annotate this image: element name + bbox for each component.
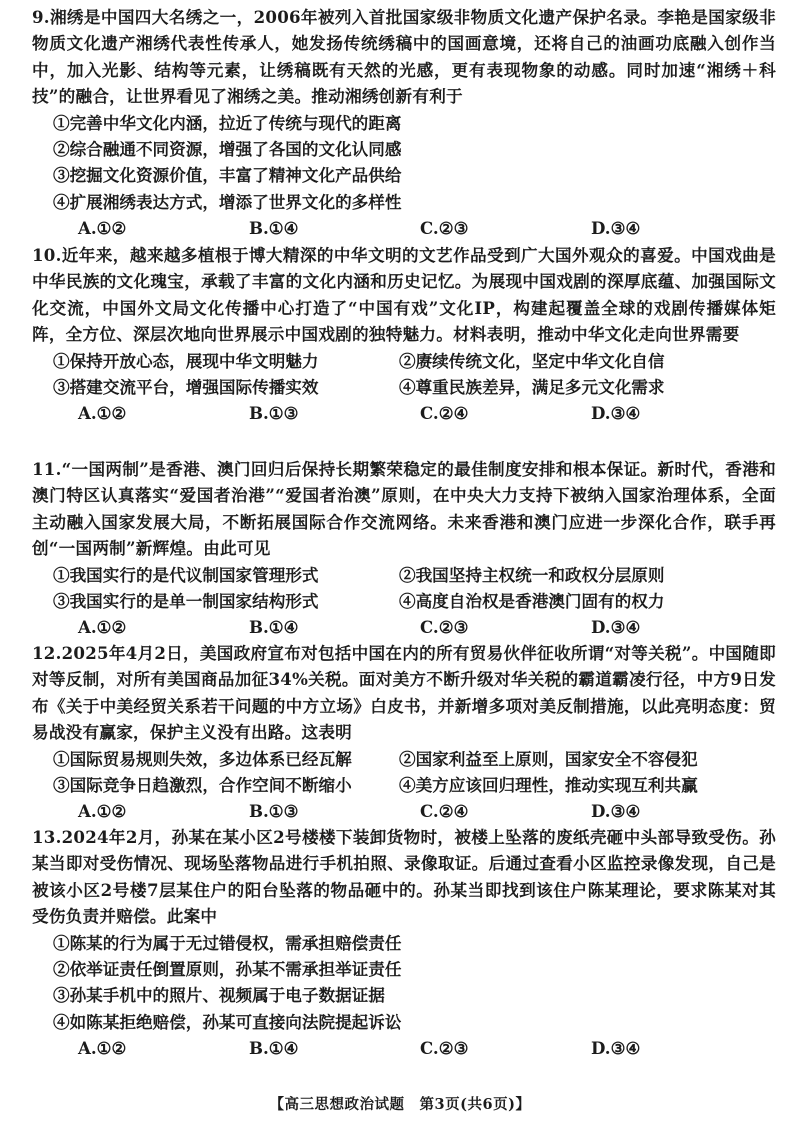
option-1: ①我国实行的是代议制国家管理形式	[53, 564, 319, 585]
answer-choices	[32, 215, 776, 241]
choice-a: A.①②	[78, 403, 127, 424]
options-grid	[32, 746, 776, 799]
question-stem: 10.近年来，越来越多植根于博大精深的中华文明的文艺作品受到广大国外观众的喜爱。中国戏曲是中华民族的文化瑰宝，承载了丰富的文化内涵和历史记忆。为展现中国戏剧的深厚底蕴、加强国际文化交流，中国外文局文化传播中心打造了“中国有戏”文化IP，构建起覆盖全球的戏剧传播媒体矩阵，全方位、深层次地向世界展示中国戏剧的独特魅力。材料表明，推动中华文化走向世界需要	[32, 245, 776, 345]
answer-choices	[32, 614, 776, 640]
choice-a: A.①②	[78, 1038, 127, 1059]
option-1: ①国际贸易规则失效，多边体系已经瓦解	[53, 748, 352, 769]
option-2: ②我国坚持主权统一和政权分层原则	[399, 564, 665, 585]
answer-choices	[32, 1035, 776, 1061]
question-stem: 9.湘绣是中国四大名绣之一，2006年被列入首批国家级非物质文化遗产保护名录。李艳是国家级非物质文化遗产湘绣代表性传承人，她发扬传统绣稿中的国画意境，还将自己的油画功底融入创作当中，加入光影、结构等元素，让绣稿既有天然的光感，更有表现物象的动感。同时加速“湘绣＋科技”的融合，让世界看见了湘绣之美。推动湘绣创新有利于	[32, 7, 776, 107]
option-4: ④如陈某拒绝赔偿，孙某可直接向法院提起诉讼	[53, 1011, 402, 1032]
option-3: ③孙某手机中的照片、视频属于电子数据证据	[53, 985, 385, 1006]
choice-a: A.①②	[78, 218, 127, 239]
question-10	[32, 242, 776, 427]
choice-a: A.①②	[78, 801, 127, 822]
question-12	[32, 640, 776, 825]
choice-d: D.③④	[591, 218, 641, 239]
option-2: ②综合融通不同资源，增强了各国的文化认同感	[53, 139, 402, 160]
choice-c: C.②③	[420, 218, 469, 239]
page-footer: 【高三思想政治试题 第3页(共6页)】	[269, 1096, 531, 1113]
choice-d: D.③④	[591, 617, 641, 638]
choice-d: D.③④	[591, 801, 641, 822]
choice-d: D.③④	[591, 403, 641, 424]
choice-c: C.②③	[420, 617, 469, 638]
options-grid	[32, 562, 776, 615]
option-1: ①完善中华文化内涵，拉近了传统与现代的距离	[53, 112, 402, 133]
choice-d: D.③④	[591, 1038, 641, 1059]
option-2: ②依举证责任倒置原则，孙某不需承担举证责任	[53, 959, 402, 980]
question-stem: 13.2024年2月，孙某在某小区2号楼楼下装卸货物时，被楼上坠落的废纸壳砸中头部导致受伤。孙某当即对受伤情况、现场坠落物品进行手机拍照、录像取证。后通过查看小区监控录像发现，自己是被该小区2号楼7层某住户的阳台坠落的物品砸中的。孙某当即找到该住户陈某理论，要求陈某对其受伤负责并赔偿。此案中	[32, 827, 776, 927]
choice-b: B.①④	[249, 617, 299, 638]
option-1: ①保持开放心态，展现中华文明魅力	[53, 350, 319, 371]
question-stem: 12.2025年4月2日，美国政府宣布对包括中国在内的所有贸易伙伴征收所谓“对等关税”。中国随即对等反制，对所有美国商品加征34%关税。面对美方不断升级对华关税的霸道霸凌行径，中方9日发布《关于中美经贸关系若干问题的中方立场》白皮书，并新增多项对美反制措施，以此亮明态度：贸易战没有赢家，保护主义没有出路。这表明	[32, 643, 776, 743]
choice-c: C.②④	[420, 801, 469, 822]
choice-b: B.①③	[249, 801, 299, 822]
option-4: ④扩展湘绣表达方式，增添了世界文化的多样性	[53, 191, 402, 212]
options-grid	[32, 348, 776, 401]
choice-b: B.①③	[249, 403, 299, 424]
option-4: ④尊重民族差异，满足多元文化需求	[399, 377, 665, 398]
option-4: ④高度自治权是香港澳门固有的权力	[399, 591, 665, 612]
option-3: ③国际竞争日趋激烈，合作空间不断缩小	[53, 775, 352, 796]
question-stem: 11.“一国两制”是香港、澳门回归后保持长期繁荣稳定的最佳制度安排和根本保证。新时代，香港和澳门特区认真落实“爱国者治港”“爱国者治澳”原则，在中央大力支持下被纳入国家治理体系，全面主动融入国家发展大局，不断拓展国际合作交流网络。未来香港和澳门应进一步深化合作，联手再创“一国两制”新辉煌。由此可见	[32, 459, 776, 559]
choice-b: B.①④	[249, 1038, 299, 1059]
option-3: ③我国实行的是单一制国家结构形式	[53, 591, 319, 612]
question-11	[32, 456, 776, 641]
answer-choices	[32, 798, 776, 824]
choice-c: C.②④	[420, 403, 469, 424]
option-4: ④美方应该回归理性，推动实现互利共赢	[399, 775, 698, 796]
answer-choices	[32, 400, 776, 426]
choice-b: B.①④	[249, 218, 299, 239]
option-2: ②赓续传统文化，坚定中华文化自信	[399, 350, 665, 371]
choice-a: A.①②	[78, 617, 127, 638]
choice-c: C.②③	[420, 1038, 469, 1059]
option-2: ②国家利益至上原则，国家安全不容侵犯	[399, 748, 698, 769]
option-1: ①陈某的行为属于无过错侵权，需承担赔偿责任	[53, 932, 402, 953]
option-3: ③搭建交流平台，增强国际传播实效	[53, 377, 319, 398]
question-9	[32, 4, 776, 242]
question-13	[32, 824, 776, 1062]
option-3: ③挖掘文化资源价值，丰富了精神文化产品供给	[53, 165, 402, 186]
